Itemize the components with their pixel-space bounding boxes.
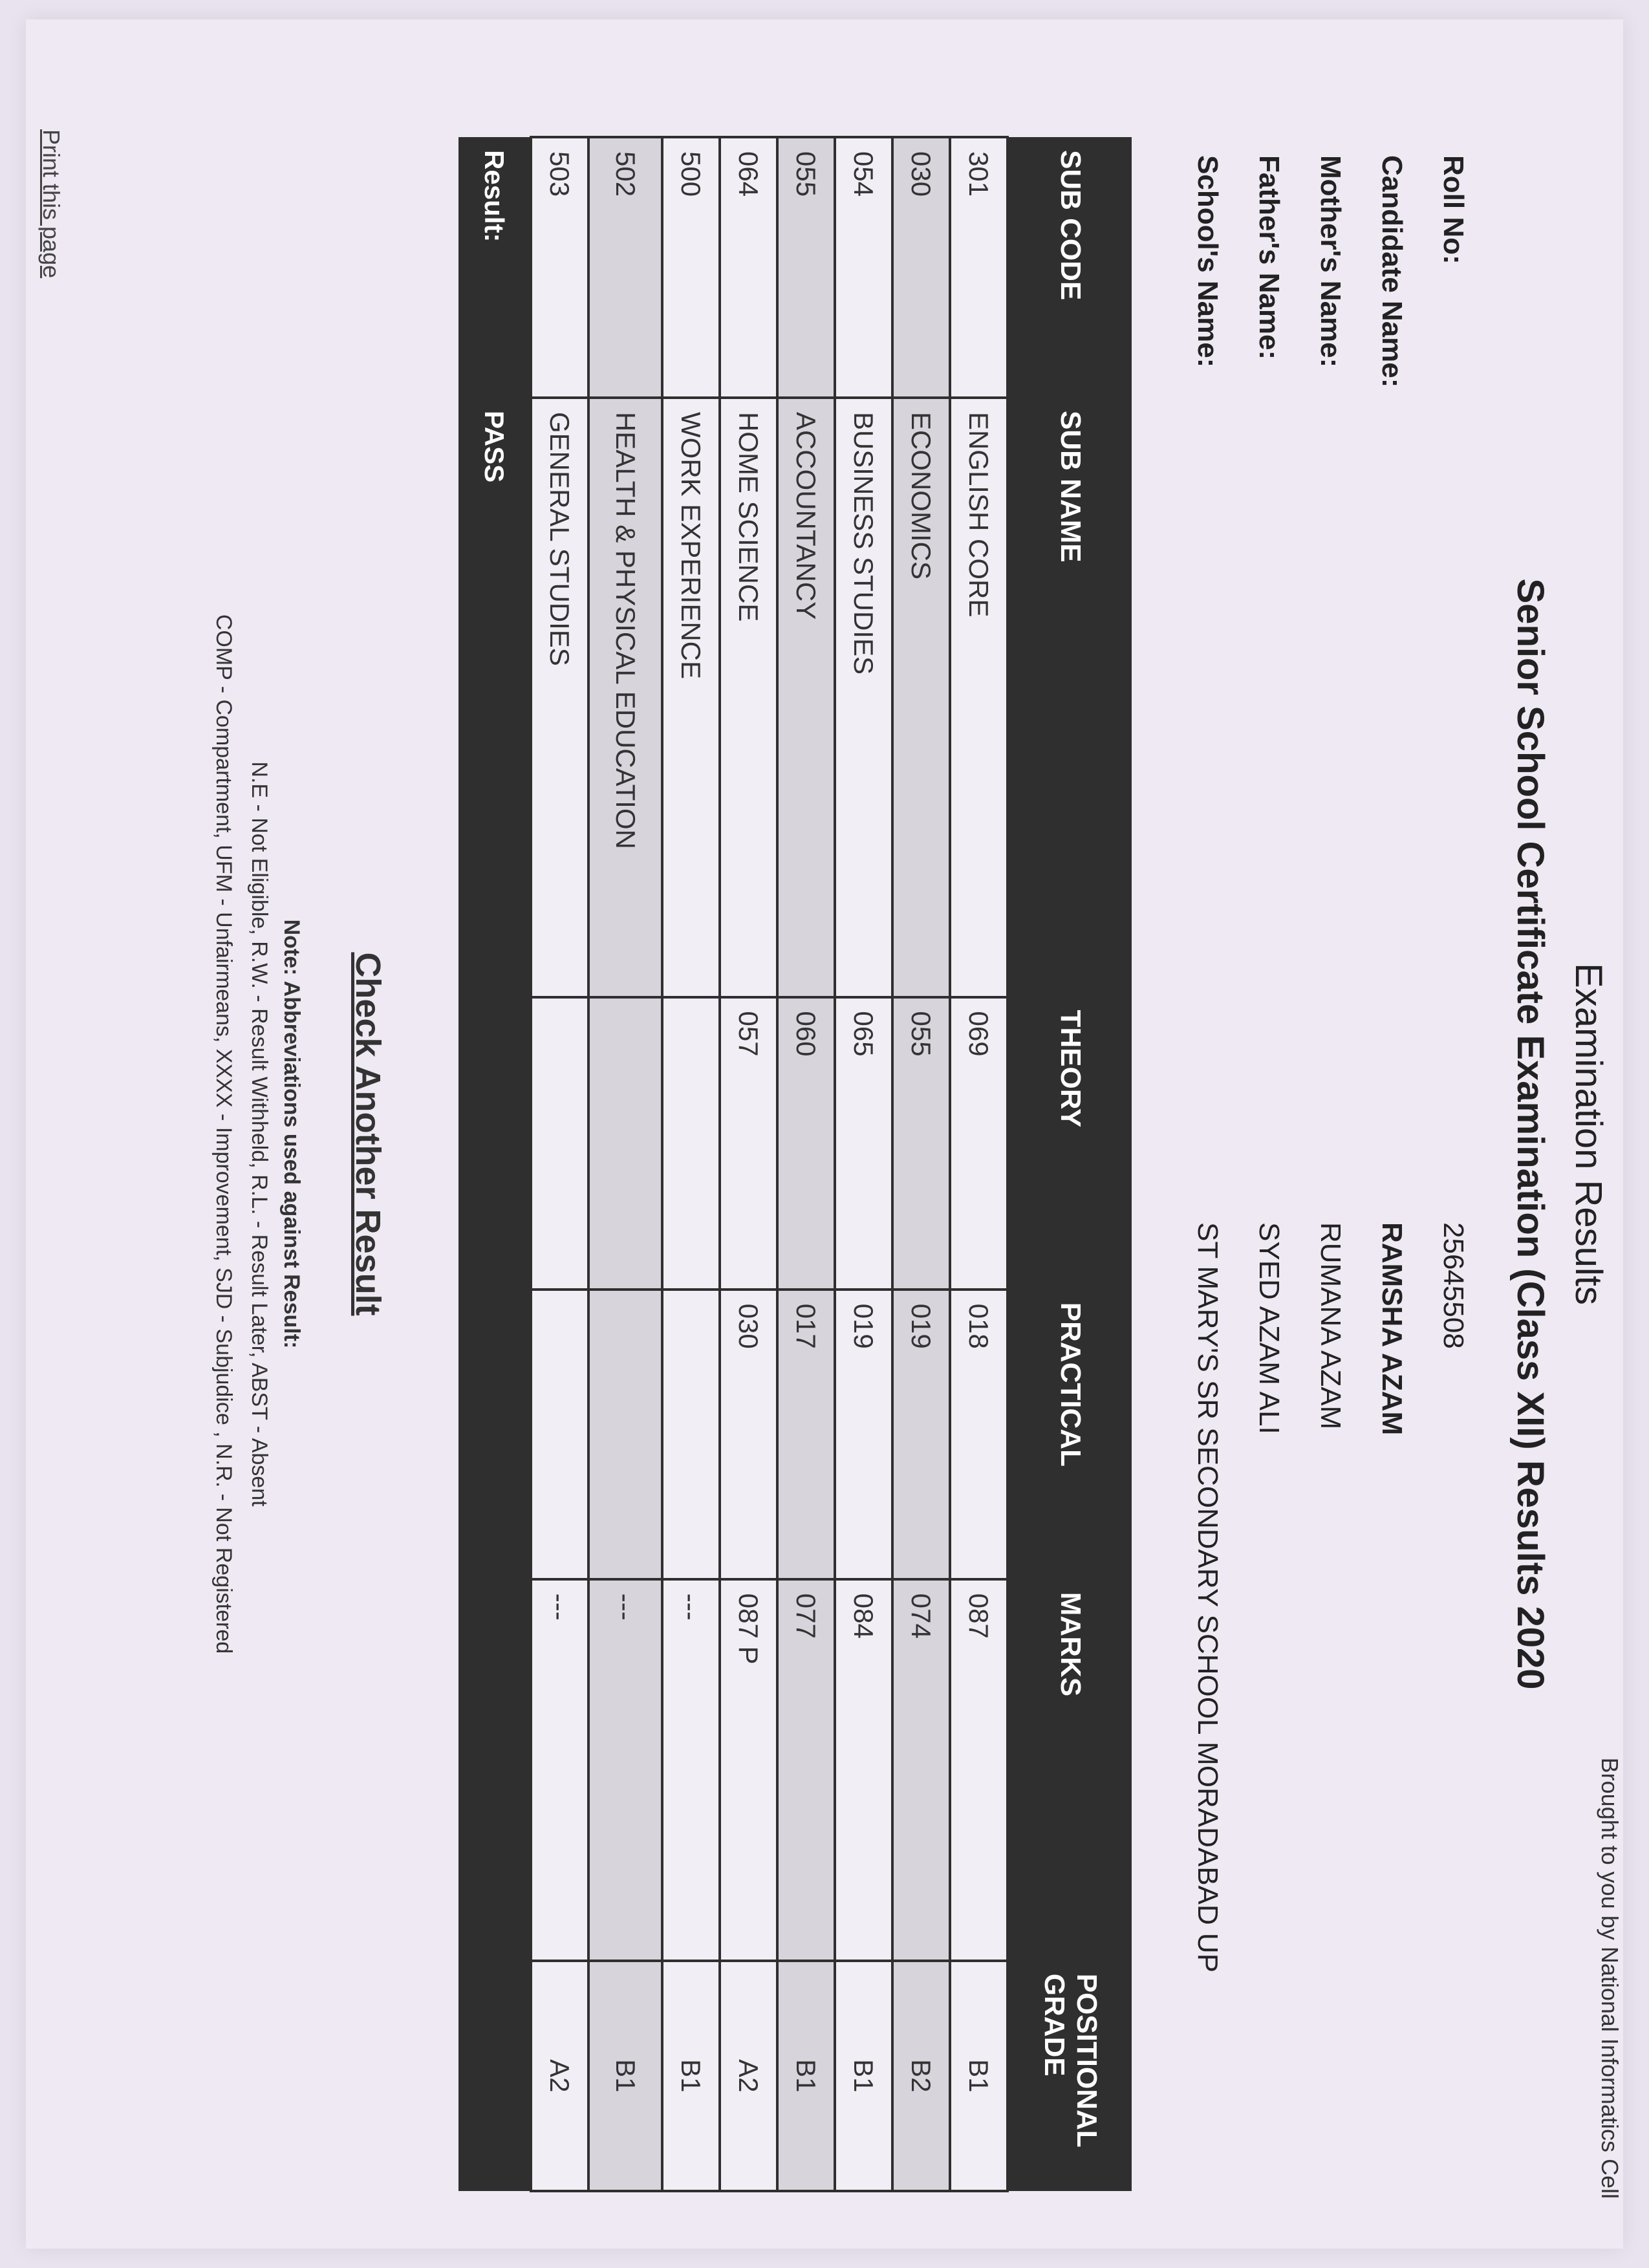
table-row: [720, 137, 777, 2191]
theory-cell: 057: [720, 997, 777, 1290]
father-name-row: [1238, 155, 1300, 1972]
sub-code-cell: 301: [950, 137, 1008, 398]
mother-name-row: [1300, 155, 1361, 1972]
print-page-link[interactable]: Print this page: [38, 129, 65, 279]
sub-code-cell: 030: [892, 137, 950, 398]
result-row: [458, 137, 531, 2191]
table-row: [777, 137, 835, 2191]
sub-name-cell: ECONOMICS: [892, 398, 950, 997]
practical-cell: [531, 1290, 588, 1579]
practical-cell: 019: [835, 1290, 892, 1579]
theory-cell: 069: [950, 997, 1008, 1290]
page-title: Examination Results: [1568, 963, 1610, 1305]
marks-cell: 084: [835, 1579, 892, 1961]
theory-cell: [588, 997, 662, 1290]
marks-cell: 074: [892, 1579, 950, 1961]
practical-cell: [662, 1290, 720, 1579]
theory-cell: 065: [835, 997, 892, 1290]
grade-cell: B1: [950, 1961, 1008, 2191]
candidate-name-label: Candidate Name:: [1376, 155, 1408, 388]
sub-code-cell: 054: [835, 137, 892, 398]
father-name-value: SYED AZAM ALI: [1253, 1222, 1286, 1434]
grade-cell: B1: [662, 1961, 720, 2191]
sub-name-cell: ACCOUNTANCY: [777, 398, 835, 997]
marks-cell: ---: [662, 1579, 720, 1961]
header-theory: THEORY: [1008, 997, 1132, 1290]
school-name-value: ST MARY'S SR SECONDARY SCHOOL MORADABAD UP: [1192, 1222, 1224, 1973]
practical-cell: 019: [892, 1290, 950, 1579]
practical-cell: [588, 1290, 662, 1579]
theory-cell: 060: [777, 997, 835, 1290]
table-row: [662, 137, 720, 2191]
theory-cell: [662, 997, 720, 1290]
sub-name-cell: GENERAL STUDIES: [531, 398, 588, 997]
school-name-label: School's Name:: [1192, 155, 1224, 368]
header-grade: POSITIONAL GRADE: [1008, 1961, 1132, 2191]
grade-cell: A2: [720, 1961, 777, 2191]
grade-cell: B2: [892, 1961, 950, 2191]
results-table: [458, 136, 1132, 2192]
grade-cell: A2: [531, 1961, 588, 2191]
mother-name-label: Mother's Name:: [1315, 155, 1347, 368]
sub-code-cell: 500: [662, 137, 720, 398]
roll-row: [1423, 155, 1484, 1972]
candidate-info: [1177, 155, 1484, 1972]
note-title: Note: Abbreviations used against Result:: [279, 919, 304, 1349]
candidate-name-value: RAMSHA AZAM: [1376, 1222, 1408, 1436]
theory-cell: [531, 997, 588, 1290]
credit-text: Brought to you by National Informatics Cell: [1597, 1757, 1623, 2199]
result-value: PASS: [458, 398, 531, 2191]
marks-cell: 087 P: [720, 1579, 777, 1961]
grade-cell: B1: [777, 1961, 835, 2191]
father-name-label: Father's Name:: [1253, 155, 1286, 360]
sub-code-cell: 055: [777, 137, 835, 398]
header-sub-name: SUB NAME: [1008, 398, 1132, 997]
header-practical: PRACTICAL: [1008, 1290, 1132, 1579]
table-row: [892, 137, 950, 2191]
note-line-1: N.E - Not Eligible, R.W. - Result Withheld, R.L. - Result Later, ABST - Absent: [247, 761, 272, 1507]
roll-label: Roll No:: [1438, 155, 1470, 265]
grade-cell: B1: [588, 1961, 662, 2191]
check-another-result-link[interactable]: Check Another Result: [349, 952, 387, 1316]
header-sub-code: SUB CODE: [1008, 137, 1132, 398]
sub-code-cell: 502: [588, 137, 662, 398]
practical-cell: 030: [720, 1290, 777, 1579]
sub-name-cell: HEALTH & PHYSICAL EDUCATION: [588, 398, 662, 997]
table-row: [531, 137, 588, 2191]
table-row: [950, 137, 1008, 2191]
result-label: Result:: [458, 137, 531, 398]
marks-cell: ---: [588, 1579, 662, 1961]
grade-cell: B1: [835, 1961, 892, 2191]
table-header-row: [1008, 137, 1132, 2191]
table-row: [588, 137, 662, 2191]
school-name-row: [1177, 155, 1238, 1972]
exam-subtitle: Senior School Certificate Examination (Class XII) Results 2020: [1509, 578, 1551, 1690]
table-row: [835, 137, 892, 2191]
marks-cell: ---: [531, 1579, 588, 1961]
mother-name-value: RUMANA AZAM: [1315, 1222, 1347, 1430]
note-line-2: COMP - Compartment, UFM - Unfairmeans, XXXX - Improvement, SJD - Subjudice , N.R. - Not Registered: [211, 614, 236, 1654]
header-marks: MARKS: [1008, 1579, 1132, 1961]
sub-code-cell: 503: [531, 137, 588, 398]
sub-name-cell: ENGLISH CORE: [950, 398, 1008, 997]
marks-cell: 087: [950, 1579, 1008, 1961]
theory-cell: 055: [892, 997, 950, 1290]
practical-cell: 017: [777, 1290, 835, 1579]
sub-name-cell: HOME SCIENCE: [720, 398, 777, 997]
sub-name-cell: BUSINESS STUDIES: [835, 398, 892, 997]
roll-value: 25645508: [1438, 1222, 1470, 1349]
sub-name-cell: WORK EXPERIENCE: [662, 398, 720, 997]
sub-code-cell: 064: [720, 137, 777, 398]
candidate-name-row: [1361, 155, 1423, 1972]
marks-cell: 077: [777, 1579, 835, 1961]
practical-cell: 018: [950, 1290, 1008, 1579]
